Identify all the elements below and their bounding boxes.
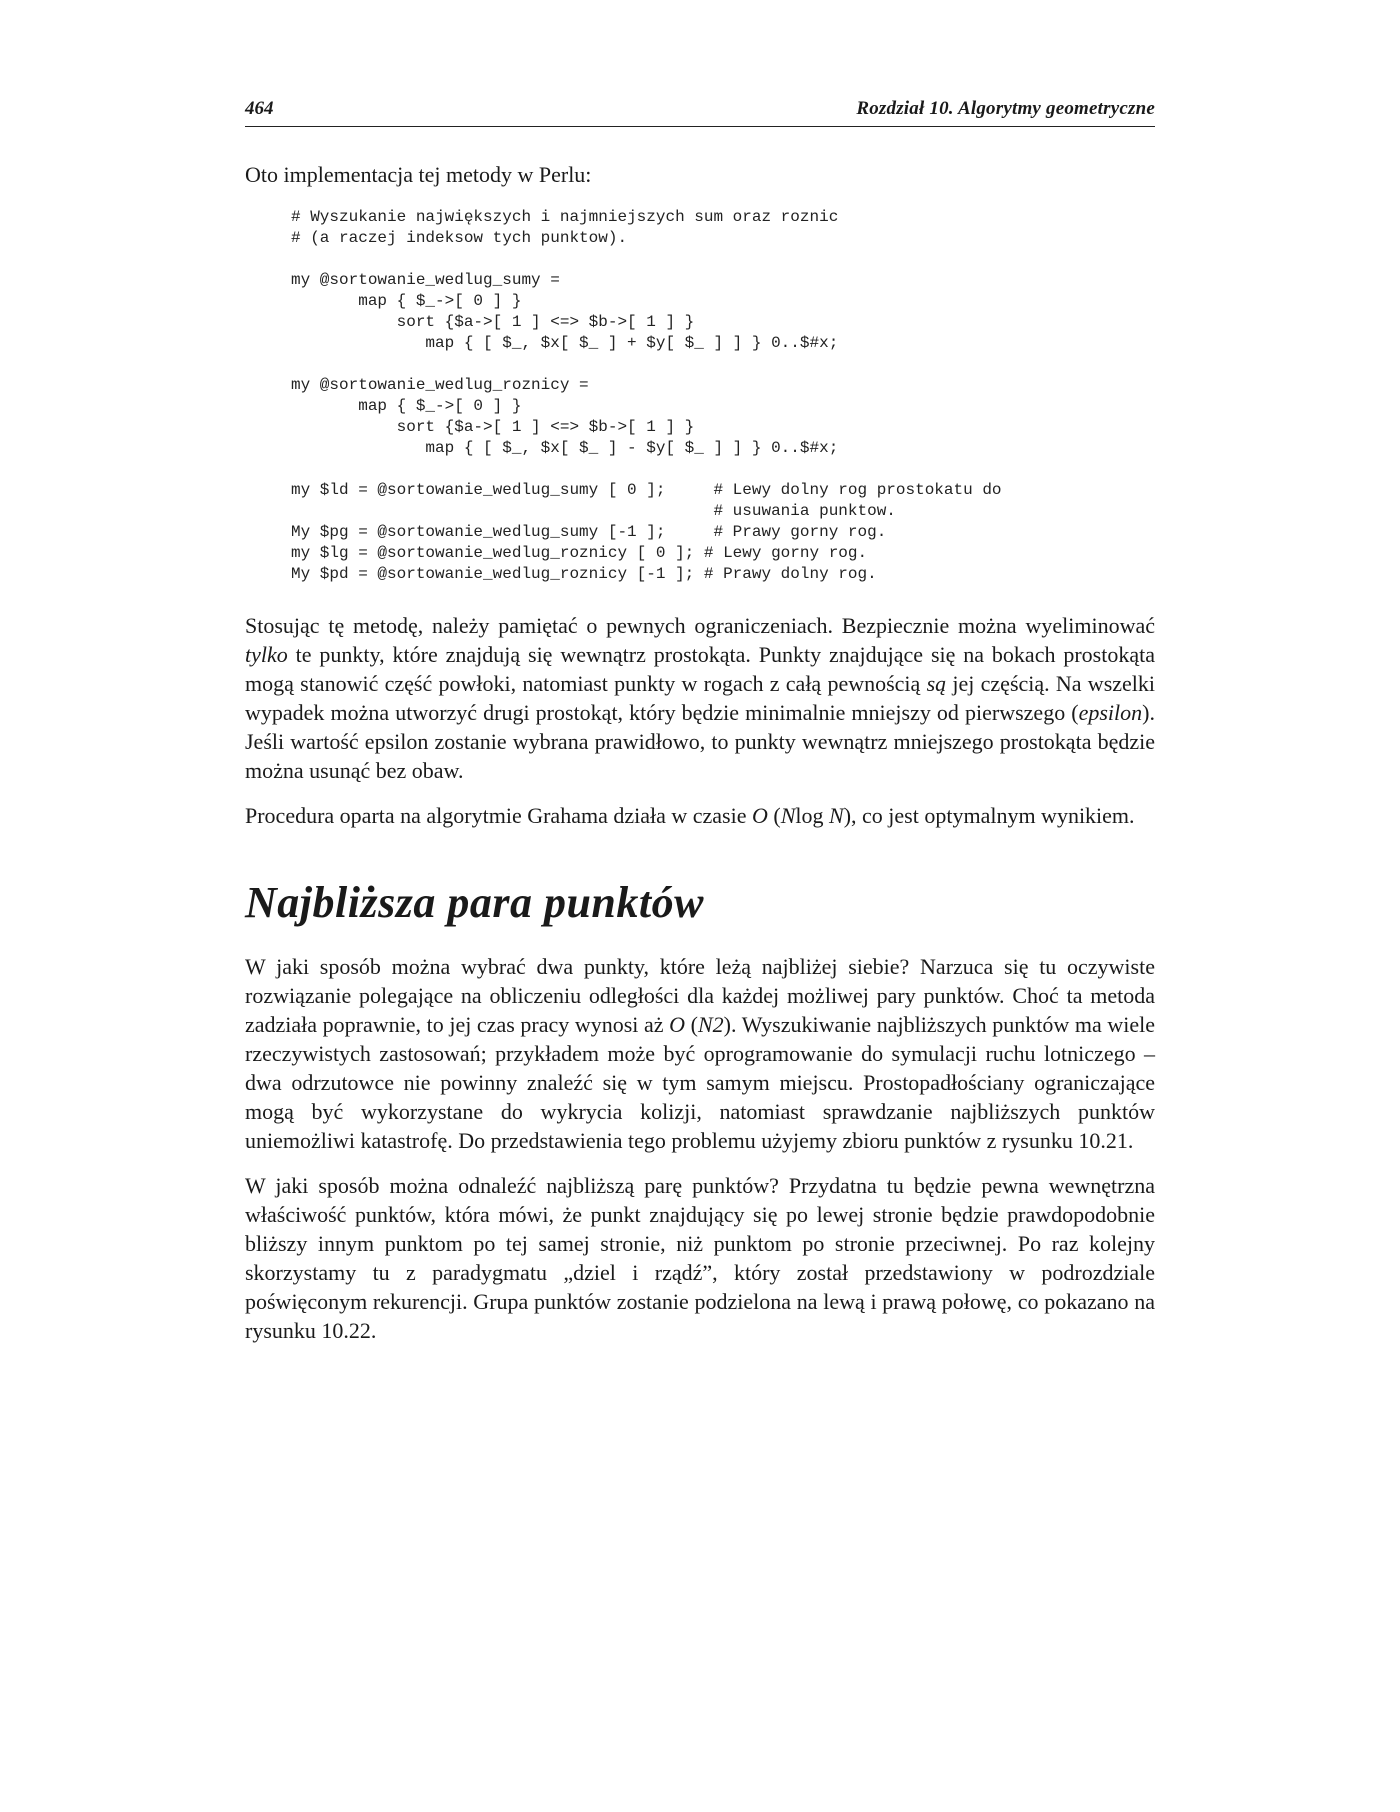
page-number: 464 [245, 98, 274, 119]
perl-code-listing: # Wyszukanie największych i najmniejszych sum oraz roznic # (a raczej indeksow tych punktow). my @sortowanie_wedlug_sumy = map { $_->[ 0 ] } sort {$a->[ 1 ] <=> $b->[ 1 ] } map { [ $_, $x[ $_ ] + $y[ $_ ] ] } 0..$#x; my @sortowanie_wedlug_roznicy = map { $_->[ 0 ] } sort {$a->[ 1 ] <=> $b->[ 1 ] } map { [ $_, $x[ $_ ] - $y[ $_ ] ] } 0..$#x; my $ld = @sortowanie_wedlug_sumy [ 0 ]; # Lewy dolny rog prostokatu do # usuwania punktow. My $pg = @sortowanie_wedlug_sumy [-1 ]; # Prawy gorny rog. my $lg = @sortowanie_wedlug_roznicy [ 0 ]; # Lewy gorny rog. My $pd = @sortowanie_wedlug_roznicy [-1 ]; # Prawy dolny rog. [291, 208, 1002, 583]
italic-run: są [926, 671, 947, 696]
intro-paragraph: Oto implementacja tej metody w Perlu: [245, 162, 592, 187]
paragraph-graham-complexity [245, 801, 1155, 830]
section-heading: Najbliższa para punktów [245, 878, 704, 927]
text-run: Procedura oparta na algorytmie Grahama działa w czasie [245, 803, 752, 828]
italic-run: O [669, 1012, 686, 1037]
text-run: jej częścią. Na wszelki wypadek można utworzyć drugi prostokąt, który będzie minimalnie mniejszy od pierwszego ( [245, 671, 1156, 725]
page-body [245, 160, 1155, 1361]
italic-run: epsilon [1078, 700, 1143, 725]
chapter-title: Rozdział 10. Algorytmy geometryczne [856, 98, 1155, 119]
text-run: Stosując tę metodę, należy pamiętać o pewnych ograniczeniach. Bezpiecznie można wyeliminować [245, 613, 1155, 638]
text-run: te punkty, które znajdują się wewnątrz prostokąta. Punkty znajdujące się na bokach prostokąta mogą stanowić część powłoki, natomiast punkty w rogach z całą pewnością [245, 642, 1155, 696]
paragraph-limitations [245, 611, 1155, 785]
text-run: ( [685, 1012, 698, 1037]
text-run: log [795, 803, 830, 828]
italic-run: N [829, 803, 844, 828]
italic-run: N2 [697, 1012, 724, 1037]
paragraph-closest-pair-intro [245, 952, 1155, 1155]
text-run: W jaki sposób można wybrać dwa punkty, które leżą najbliżej siebie? Narzuca się tu oczywiste rozwiązanie polegające na obliczeniu odległości dla każdej możliwej pary punktów. Choć ta metoda zadziała poprawnie, to jej czas pracy wynosi aż [245, 954, 1155, 1037]
running-header [245, 96, 1155, 127]
text-run: ), co jest optymalnym wynikiem. [843, 803, 1135, 828]
italic-run: tylko [245, 642, 288, 667]
italic-run: O [751, 803, 768, 828]
italic-run: N [780, 803, 796, 828]
paragraph-divide-and-conquer: W jaki sposób można odnaleźć najbliższą parę punktów? Przydatna tu będzie pewna wewnętrzna właściwość punktów, która mówi, że punkt znajdujący się po lewej stronie będzie prawdopodobnie bliższy innym punktom po tej samej stronie, niż punktom po stronie przeciwnej. Po raz kolejny skorzystamy tu z paradygmatu „dziel i rządź”, który został przedstawiony w podrozdziale poświęconym rekurencji. Grupa punktów zostanie podzielona na lewą i prawą połowę, co pokazano na rysunku 10.22. [245, 1173, 1155, 1343]
text-run: ( [767, 803, 781, 828]
text-run: ). Wyszukiwanie najbliższych punktów ma wiele rzeczywistych zastosowań; przykładem może być oprogramowanie do symulacji ruchu lotniczego – dwa odrzutowce nie powinny znaleźć się w tym samym miejscu. Prostopadłościany ograniczające mogą być wykorzystane do wykrycia kolizji, natomiast sprawdzanie najbliższych punktów uniemożliwi katastrofę. Do przedstawienia tego problemu użyjemy zbioru punktów z rysunku 10.21. [245, 1012, 1155, 1153]
text-run: ). Jeśli wartość epsilon zostanie wybrana prawidłowo, to punkty wewnątrz mniejszego prostokąta będzie można usunąć bez obaw. [245, 700, 1155, 783]
